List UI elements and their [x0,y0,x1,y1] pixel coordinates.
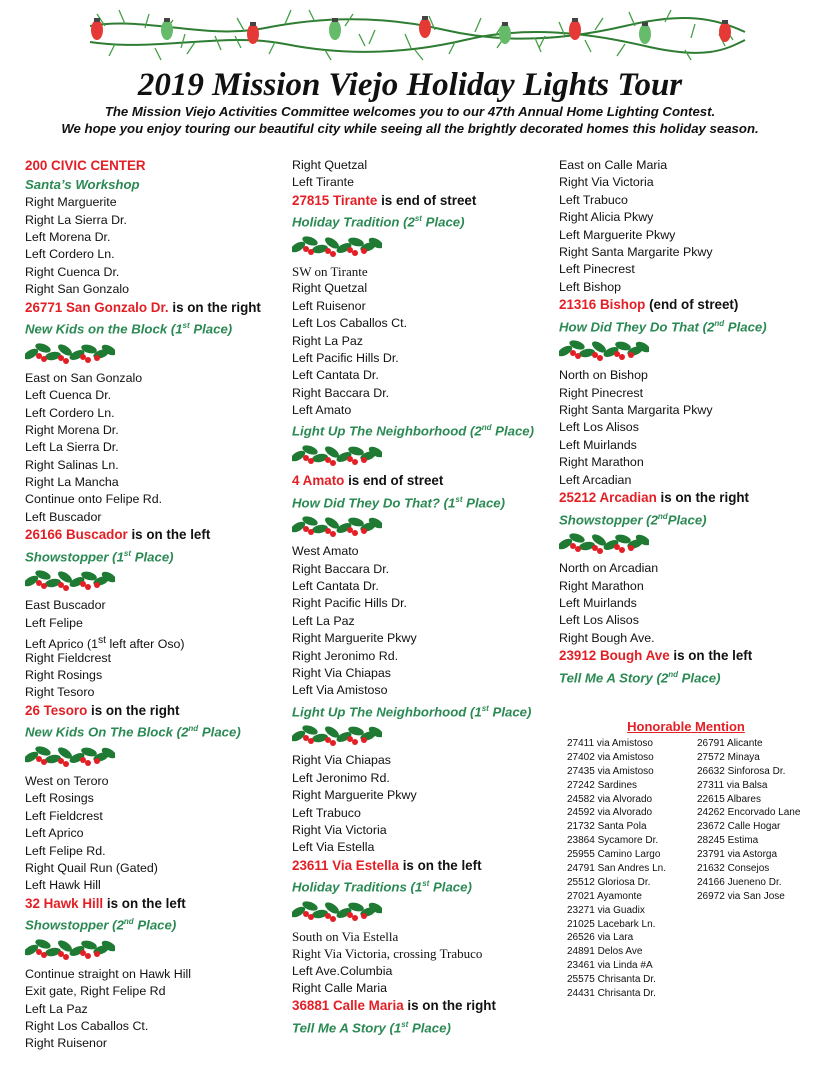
direction-step: East on San Gonzalo [25,370,143,385]
ordinal-suffix: nd [668,669,678,679]
direction-step: Left La Paz [25,1001,88,1016]
ordinal-suffix: st [481,703,489,713]
direction-step: Right Cuenca Dr. [25,264,120,279]
direction-step: Left Muirlands [559,437,637,452]
address-note: is on the right [87,702,180,718]
award-line [559,666,814,685]
route-column-1 [25,157,285,1053]
award-line: Santa’s Workshop [25,176,140,192]
holly-icon [292,440,382,470]
direction-step: Left Cantata Dr. [292,368,379,383]
direction-step: Left Ruisenor [292,298,366,313]
holly-divider [25,739,285,773]
award-text: New Kids On The Block (2 [25,724,189,740]
holly-icon [25,741,115,771]
award-line [292,491,554,510]
award-text: How Did They Do That (2 [559,319,715,335]
holly-divider [292,718,554,752]
direction-step: Right Tesoro [25,685,95,700]
direction-step: South on Via Estella [292,928,399,944]
award-text: Showstopper (2 [559,512,658,528]
honorable-mention-address: 26972 via San Jose [697,890,785,902]
holly-divider [292,894,554,928]
holly-icon [25,565,115,595]
award-line [292,875,554,894]
direction-step: Left Felipe Rd. [25,843,106,858]
address-note: is on the right [168,299,261,315]
direction-step: Left Los Caballos Ct. [292,316,408,331]
honorable-mention-address: 27242 Sardines [567,779,638,791]
direction-step: Left Marguerite Pkwy [559,227,676,242]
winner-address: 32 Hawk Hill [25,895,104,911]
winner-address-line [25,526,285,545]
route-column-2 [292,157,554,1035]
direction-step: Left Pinecrest [559,262,635,277]
honorable-mention-address: 24166 Jueneno Dr. [697,876,782,888]
direction-step: Right Marguerite Pkwy [292,631,417,646]
honorable-mention-address: 23791 via Astorga [697,849,778,861]
direction-step: Right Via Victoria [292,822,387,837]
direction-step: Right Pacific Hills Dr. [292,596,407,611]
winner-address-line [292,857,554,876]
honorable-mention-address: 25955 Camino Largo [567,849,661,861]
honorable-mention-address: 24431 Chrisanta Dr. [567,988,656,1000]
direction-step: Right Via Chiapas [292,753,391,768]
award-text: Place) [667,512,707,528]
honorable-mention-address: 24582 via Alvorado [567,793,653,805]
winner-address-line [559,296,814,315]
ordinal-suffix: st [98,635,107,647]
honorable-mention-address: 22615 Albares [697,793,761,805]
holly-icon [292,896,382,926]
honorable-mention-address: 27435 via Amistoso [567,765,654,777]
honorable-mention-address: 24791 San Andres Ln. [567,863,666,875]
award-text: Place) [408,1020,451,1036]
award-line [292,419,554,438]
direction-step: Left Fieldcrest [25,808,103,823]
direction-step [25,632,285,652]
holly-divider [292,509,554,543]
direction-step: Left Hawk Hill [25,878,101,893]
address-note: is on the left [103,895,186,911]
location-name: 200 CIVIC CENTER [25,158,146,173]
award-line [292,210,554,229]
honorable-mention-address: 21632 Consejos [697,863,770,875]
direction-step: Left Pacific Hills Dr. [292,350,399,365]
award-text: Place) [429,879,472,895]
award-text: Place) [198,724,241,740]
direction-step: Right Via Victoria [559,175,654,190]
direction-step: Left Rosings [25,791,94,806]
direction-step: East on Calle Maria [559,158,668,172]
direction-step: Right Ruisenor [25,1036,107,1051]
direction-step: Right Baccara Dr. [292,561,390,576]
direction-step: Right La Paz [292,333,363,348]
direction-step: Right Jeronimo Rd. [292,648,399,663]
honorable-mention-address: 28245 Estima [697,835,759,847]
direction-step: West on Teroro [25,773,109,788]
honorable-mention-address: 26791 Alicante [697,738,763,749]
direction-step: Continue straight on Hawk Hill [25,966,191,981]
ordinal-suffix: st [182,321,190,331]
honorable-mention-list-right [697,737,800,904]
award-text: Showstopper (2 [25,917,124,933]
winner-address: 26771 San Gonzalo Dr. [25,299,169,315]
direction-step: Right Quail Run (Gated) [25,860,158,875]
direction-step: Left Ave.Columbia [292,963,393,978]
winner-address: 27815 Tirante [292,192,378,208]
direction-text: Left Aprico (1 [25,637,99,652]
winner-address: 36881 Calle Maria [292,998,404,1014]
winner-address: 26 Tesoro [25,702,88,718]
winner-address-line [25,702,285,721]
direction-step: Left Los Alisos [559,420,639,435]
award-line [292,1016,554,1035]
direction-step: Left Los Alisos [559,613,639,628]
direction-step: Right Marguerite [25,195,117,210]
direction-step: Left Cordero Ln. [25,405,115,420]
direction-step: Right Quetzal [292,158,368,172]
address-note: is on the left [398,857,482,873]
winner-address-line [292,997,554,1016]
award-line [559,315,814,334]
direction-step: Left Aprico [25,826,84,841]
holly-icon [25,338,115,368]
award-text: How Did They Do That? (1 [292,495,456,511]
direction-step: Left Morena Dr. [25,229,111,244]
direction-step: Left Arcadian [559,472,632,487]
award-text: Showstopper (1 [25,549,124,565]
award-text: Holiday Tradition (2 [292,214,415,230]
honorable-mention-address: 23461 via Linda #A [567,960,653,972]
award-line [25,720,285,739]
honorable-mention-address: 27021 Ayamonte [567,890,642,902]
holly-icon [292,511,382,541]
direction-step: Right Quetzal [292,281,368,296]
direction-step: Right San Gonzalo [25,282,130,297]
winner-address-line [25,299,285,318]
winner-address-line [559,489,814,508]
ordinal-suffix: nd [123,917,134,927]
direction-step: Left Trabuco [292,805,361,820]
honorable-mention-address: 24262 Encorvado Lane [697,807,801,819]
honorable-mention-address: 25512 Gloriosa Dr. [567,876,651,888]
honorable-mention-address: 27572 Minaya [697,751,760,763]
address-note: is on the left [127,527,211,543]
ordinal-suffix: nd [657,511,668,521]
ordinal-suffix: nd [188,724,199,734]
direction-step: North on Bishop [559,368,648,383]
direction-step: Right Pinecrest [559,385,644,400]
direction-step: Right Marathon [559,578,644,593]
direction-step: Exit gate, Right Felipe Rd [25,984,166,999]
award-line [25,913,285,932]
direction-step: Right Via Chiapas [292,666,391,680]
award-text: New Kids on the Block (1 [25,321,183,337]
honorable-mention-address: 23672 Calle Hogar [697,821,781,833]
address-note: is end of street [344,473,444,489]
direction-step: Left Cantata Dr. [292,579,379,594]
route-column-3 [559,157,814,684]
winner-address: 23611 Via Estella [292,857,399,873]
winner-address-line [559,647,814,666]
honorable-mention-address: 27402 via Amistoso [567,751,654,763]
subtitle-welcome: The Mission Viejo Activities Committee welcomes you to our 47th Annual Home Lighting Contest. [104,104,716,119]
honorable-mention-address: 26526 via Lara [567,932,634,944]
winner-address: 25212 Arcadian [559,490,657,506]
honorable-mention-address: 27311 via Balsa [697,779,768,791]
direction-step: Right Baccara Dr. [292,385,390,400]
ordinal-suffix: st [414,214,422,224]
award-text: Place) [677,670,721,686]
direction-step: Left Tirante [292,175,354,190]
direction-step: Continue onto Felipe Rd. [25,492,163,507]
direction-step: Left Via Amistoso [292,683,388,698]
direction-step: Right Fieldcrest [25,650,112,665]
holly-divider [25,932,285,966]
holly-divider [25,563,285,597]
winner-address-line [25,895,285,914]
direction-step: SW on Tirante [292,263,368,279]
direction-step: Left Via Estella [292,840,375,855]
direction-step: Right Santa Margarite Pkwy [559,244,713,259]
award-line [292,700,554,719]
award-text: Tell Me A Story (2 [559,670,669,686]
award-text: Light Up The Neighborhood (1 [292,704,482,720]
award-line [559,508,814,527]
ordinal-suffix: st [455,494,463,504]
honorable-mention-address: 25575 Chrisanta Dr. [567,974,656,986]
direction-step: Left Jeronimo Rd. [292,770,390,785]
award-text: Place) [488,704,532,720]
holly-divider [292,229,554,263]
direction-step: Left Trabuco [559,192,628,207]
ordinal-suffix: st [123,548,132,558]
award-text: Place) [724,319,767,335]
holly-divider [559,526,814,560]
direction-step: Right Los Caballos Ct. [25,1019,149,1034]
winner-address: 26166 Buscador [25,527,128,543]
honorable-mention-address: 24592 via Alvorado [567,807,653,819]
subtitle-enjoy: We hope you enjoy touring our beautiful city while seeing all the brightly decorated homes this holiday season. [61,121,759,136]
honorable-mention-address: 24891 Delos Ave [567,946,643,958]
honorable-mention-address: 23864 Sycamore Dr. [567,835,659,847]
winner-address: 4 Amato [292,473,345,489]
direction-step: Right Salinas Ln. [25,457,119,472]
direction-step: Right Via Victoria, crossing Trabuco [292,946,483,962]
direction-step: North on Arcadian [559,561,659,576]
award-text: Place) [462,495,506,511]
direction-step: West Amato [292,544,359,559]
direction-step: Left La Sierra Dr. [25,440,119,455]
award-text: Holiday Traditions (1 [292,879,423,895]
direction-step: Right Marguerite Pkwy [292,788,417,803]
direction-step: Right Alicia Pkwy [559,210,654,225]
winner-address: 21316 Bishop [559,297,646,313]
direction-step: Left Amato [292,403,352,418]
page-title: 2019 Mission Viejo Holiday Lights Tour [137,67,683,103]
honorable-mention-address: 27411 via Amistoso [567,738,653,749]
direction-step: Left Buscador [25,509,102,524]
award-text: Place) [421,214,465,230]
honorable-mention-list-left [567,737,666,1001]
direction-step: Left Cordero Ln. [25,247,115,262]
award-text: Light Up The Neighborhood (2 [292,423,482,439]
direction-step: Right Rosings [25,667,103,682]
honorable-mention-address: 21732 Santa Pola [567,821,647,833]
direction-step: Left Felipe [25,615,83,630]
holly-icon [559,528,649,558]
award-text: Place) [133,917,177,933]
honorable-mention-address: 23271 via Guadix [567,904,645,916]
direction-step: Right Morena Dr. [25,422,119,437]
direction-step: Right Bough Ave. [559,630,655,645]
direction-step: Right Calle Maria [292,981,388,996]
holly-icon [292,231,382,261]
address-note: (end of street) [645,297,739,313]
honorable-mention-address: 26632 Sinforosa Dr. [697,765,786,777]
ordinal-suffix: nd [714,318,725,328]
direction-step: Right Marathon [559,455,644,470]
direction-step: Left Muirlands [559,596,637,611]
award-text: Place) [131,549,174,565]
award-line [25,317,285,336]
direction-text: left after Oso) [106,637,185,652]
address-note: is on the right [403,998,496,1014]
ordinal-suffix: nd [481,423,492,433]
honorable-mention-address: 21025 Lacebark Ln. [567,918,656,930]
holly-icon [292,720,382,750]
address-note: is on the left [669,648,753,664]
direction-step: Left Bishop [559,279,621,294]
address-note: is on the right [656,490,750,506]
winner-address-line [292,472,554,491]
ordinal-suffix: st [422,879,430,889]
holly-divider [292,438,554,472]
direction-step: Right La Sierra Dr. [25,212,127,227]
award-text: Place) [491,423,535,439]
direction-step: Right Santa Margarita Pkwy [559,403,713,418]
christmas-lights-garland [85,6,750,64]
holly-icon [25,934,115,964]
honorable-mention-title: Honorable Mention [627,719,745,734]
holly-icon [559,335,649,365]
holly-divider [25,336,285,370]
award-text: Place) [189,321,233,337]
ordinal-suffix: st [401,1020,409,1030]
direction-step: Left Cuenca Dr. [25,388,112,403]
winner-address-line [292,192,554,211]
award-text: Tell Me A Story (1 [292,1020,402,1036]
holly-divider [559,333,814,367]
address-note: is end of street [377,192,477,208]
direction-step: Right La Mancha [25,475,119,490]
direction-step: East Buscador [25,598,106,613]
winner-address: 23912 Bough Ave [559,648,670,664]
direction-step: Left La Paz [292,613,355,628]
award-line [25,545,285,564]
